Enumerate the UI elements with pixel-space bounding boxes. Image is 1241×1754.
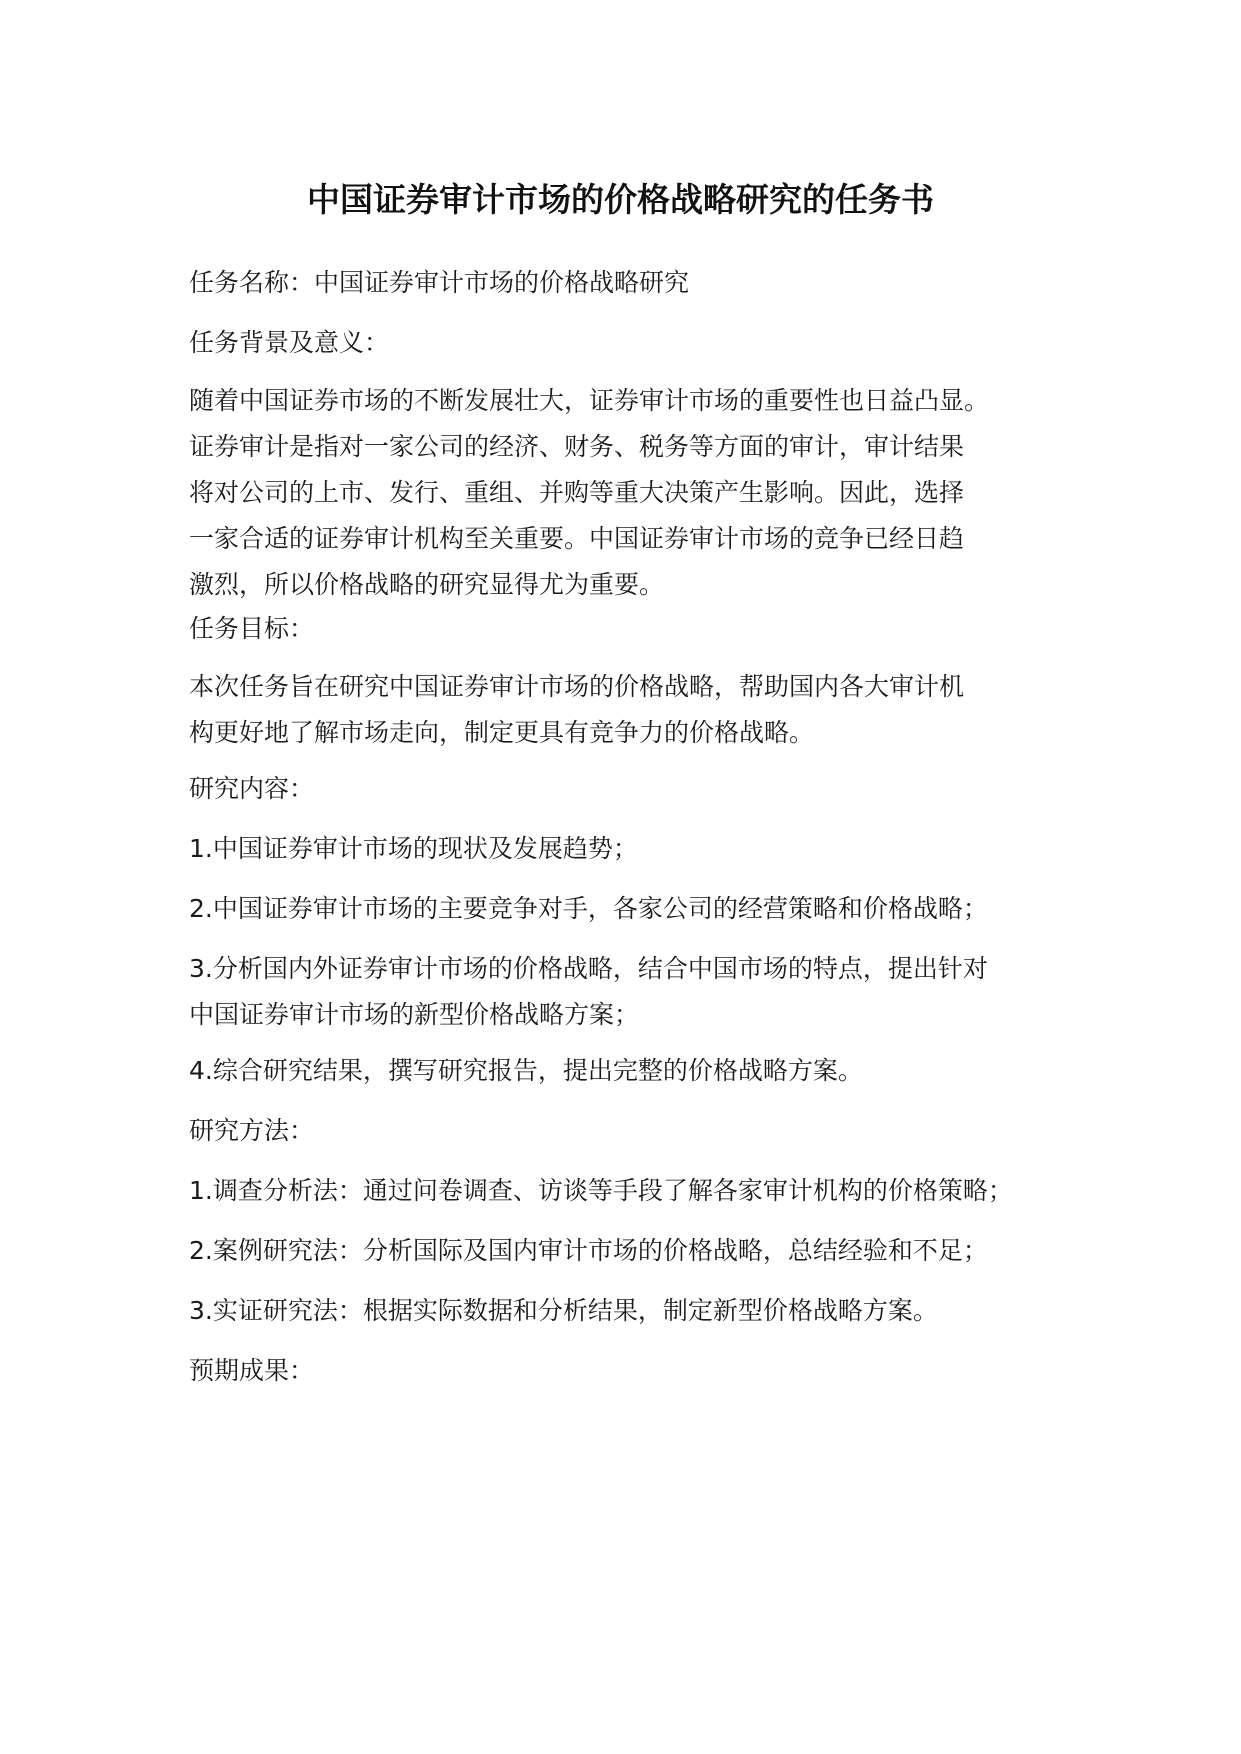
goal-line: 构更好地了解市场走向，制定更具有竞争力的价格战略。 — [189, 718, 815, 747]
background-paragraph — [189, 378, 1089, 608]
result-heading: 预期成果： — [189, 1356, 315, 1385]
background-heading: 任务背景及意义： — [189, 328, 390, 357]
content-heading: 研究内容： — [189, 774, 315, 803]
method-item-1: 1.调查分析法：通过问卷调查、访谈等手段了解各家审计机构的价格策略； — [189, 1176, 1013, 1205]
content-item-3-line: 3.分析国内外证券审计市场的价格战略，结合中国市场的特点，提出针对 — [189, 954, 988, 983]
method-item-2: 2.案例研究法：分析国际及国内审计市场的价格战略，总结经验和不足； — [189, 1236, 988, 1265]
document-title: 中国证券审计市场的价格战略研究的任务书 — [307, 180, 934, 219]
goal-paragraph — [189, 664, 1089, 756]
content-item-1: 1.中国证券审计市场的现状及发展趋势； — [189, 834, 638, 863]
goal-heading: 任务目标： — [189, 614, 315, 643]
background-line: 将对公司的上市、发行、重组、并购等重大决策产生影响。因此，选择 — [189, 478, 965, 507]
content-item-3-line: 中国证券审计市场的新型价格战略方案； — [189, 1000, 640, 1029]
method-heading: 研究方法： — [189, 1116, 315, 1145]
content-item-2: 2.中国证券审计市场的主要竞争对手，各家公司的经营策略和价格战略； — [189, 894, 988, 923]
background-line: 激烈，所以价格战略的研究显得尤为重要。 — [189, 570, 665, 599]
content-item-4: 4.综合研究结果，撰写研究报告，提出完整的价格战略方案。 — [189, 1056, 863, 1085]
task-name: 任务名称：中国证券审计市场的价格战略研究 — [189, 268, 690, 297]
goal-line: 本次任务旨在研究中国证券审计市场的价格战略，帮助国内各大审计机 — [189, 672, 965, 701]
background-line: 一家合适的证券审计机构至关重要。中国证券审计市场的竞争已经日趋 — [189, 524, 965, 553]
background-line: 证券审计是指对一家公司的经济、财务、税务等方面的审计，审计结果 — [189, 432, 965, 461]
background-line: 随着中国证券市场的不断发展壮大，证券审计市场的重要性也日益凸显。 — [189, 386, 990, 415]
content-item-3 — [189, 946, 1089, 1038]
method-item-3: 3.实证研究法：根据实际数据和分析结果，制定新型价格战略方案。 — [189, 1296, 938, 1325]
